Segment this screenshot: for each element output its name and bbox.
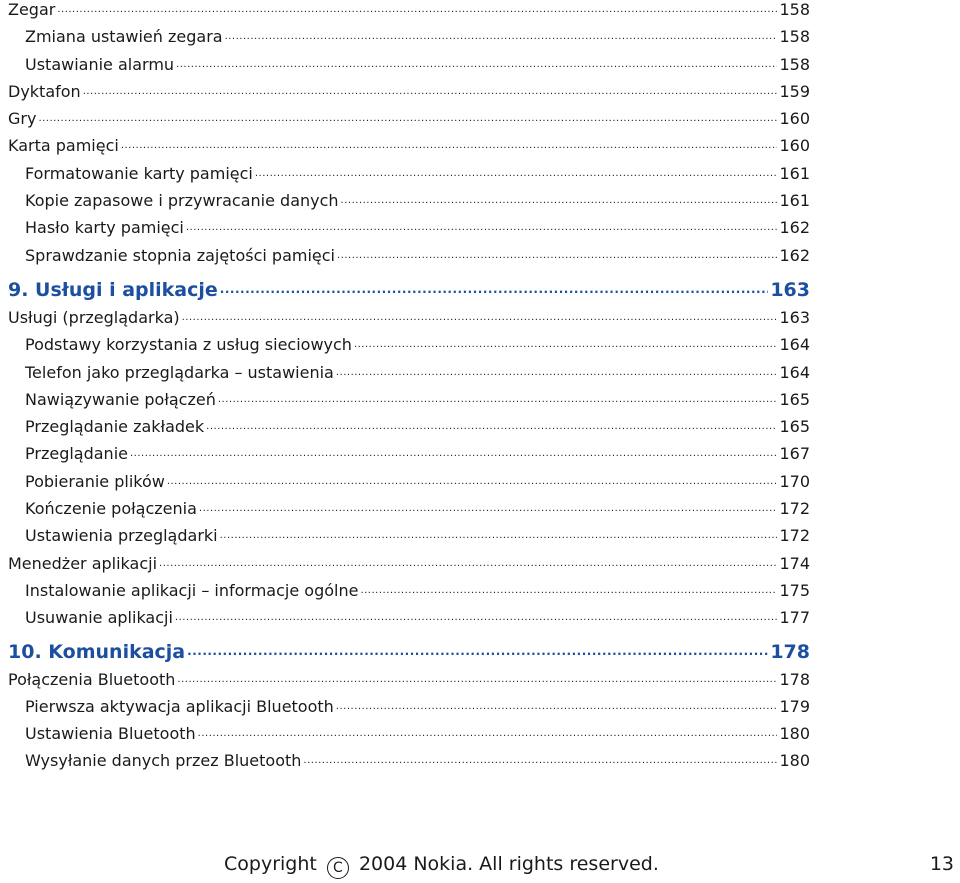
copyright-prefix: Copyright [224,853,317,875]
toc-entry[interactable] [8,444,810,471]
toc-entry-title: Kończenie połączenia [25,499,197,519]
toc-dot-leader [57,0,777,16]
toc-chapter-heading[interactable] [8,279,810,308]
copyright-suffix: 2004 Nokia. All rights reserved. [358,853,659,875]
toc-dot-leader [220,523,778,542]
toc-entry-page-number: 170 [779,471,810,491]
toc-entry-page-number: 163 [770,278,810,301]
toc-entry-title: Usługi (przeglądarka) [8,307,180,327]
toc-dot-leader [218,387,778,406]
toc-entry-title: Ustawianie alarmu [25,54,175,74]
toc-entry[interactable] [8,554,810,581]
toc-entry[interactable] [8,0,810,27]
toc-entry-title: Gry [8,109,37,129]
toc-entry-page-number: 165 [779,389,810,409]
toc-entry[interactable] [8,526,810,553]
toc-entry-page-number: 178 [770,640,810,663]
toc-entry[interactable] [8,751,810,778]
toc-entry-title: Karta pamięci [8,136,119,156]
toc-entry[interactable] [8,136,810,163]
toc-entry-page-number: 174 [779,553,810,573]
toc-entry-page-number: 158 [779,54,810,74]
toc-entry-page-number: 179 [779,696,810,716]
toc-entry-page-number: 175 [779,580,810,600]
toc-dot-leader [255,161,778,180]
toc-dot-leader [121,133,778,152]
toc-dot-leader [187,638,768,660]
toc-entry[interactable] [8,335,810,362]
toc-dot-leader [83,79,778,98]
toc-entry-page-number: 167 [779,444,810,464]
toc-entry-page-number: 177 [779,608,810,628]
toc-entry[interactable] [8,608,810,635]
toc-entry-page-number: 180 [779,751,810,771]
page-footer [0,849,960,883]
toc-entry-title: Podstawy korzystania z usług sieciowych [25,335,352,355]
page-number: 13 [929,853,954,875]
toc-entry[interactable] [8,724,810,751]
toc-entry-title: 9. Usługi i aplikacje [8,278,218,301]
toc-entry-title: Menedżer aplikacji [8,553,158,573]
toc-entry-page-number: 161 [779,163,810,183]
toc-entry-page-number: 158 [779,27,810,47]
toc-entry[interactable] [8,581,810,608]
toc-entry-page-number: 164 [779,362,810,382]
toc-entry[interactable] [8,164,810,191]
toc-entry[interactable] [8,191,810,218]
toc-dot-leader [130,441,777,460]
toc-entry-title: Zegar [8,0,56,19]
toc-entry-title: Usuwanie aplikacji [25,608,173,628]
toc-entry-page-number: 180 [779,724,810,744]
toc-dot-leader [182,305,778,324]
toc-dot-leader [354,332,778,351]
toc-dot-leader [341,188,778,207]
toc-entry-title: 10. Komunikacja [8,640,186,663]
toc-entry[interactable] [8,27,810,54]
toc-entry-page-number: 162 [779,218,810,238]
toc-dot-leader [198,721,778,740]
toc-entry[interactable] [8,390,810,417]
toc-entry-title: Instalowanie aplikacji – informacje ogólne [25,580,359,600]
toc-entry-page-number: 172 [779,526,810,546]
toc-entry-title: Wysyłanie danych przez Bluetooth [25,751,302,771]
toc-entry[interactable] [8,417,810,444]
toc-dot-leader [225,24,778,43]
toc-entry[interactable] [8,246,810,273]
toc-entry[interactable] [8,82,810,109]
copyright-notice [224,853,659,879]
toc-dot-leader [186,215,778,234]
toc-entry[interactable] [8,218,810,245]
toc-entry[interactable] [8,670,810,697]
copyright-icon: C [327,857,349,879]
toc-dot-leader [206,414,777,433]
table-of-contents [8,0,810,779]
toc-entry-title: Telefon jako przeglądarka – ustawienia [25,362,334,382]
toc-entry-page-number: 165 [779,417,810,437]
toc-entry-page-number: 160 [779,109,810,129]
toc-dot-leader [175,605,778,624]
toc-entry[interactable] [8,55,810,82]
toc-entry-title: Ustawienia Bluetooth [25,724,196,744]
toc-entry-page-number: 178 [779,669,810,689]
toc-dot-leader [38,106,777,125]
toc-dot-leader [159,551,777,570]
toc-entry-title: Nawiązywanie połączeń [25,389,216,409]
toc-chapter-heading[interactable] [8,641,810,670]
toc-entry[interactable] [8,109,810,136]
toc-entry-title: Zmiana ustawień zegara [25,27,223,47]
toc-dot-leader [337,243,777,262]
toc-entry-page-number: 159 [779,81,810,101]
toc-entry-page-number: 161 [779,191,810,211]
toc-entry-page-number: 160 [779,136,810,156]
toc-entry-title: Pierwsza aktywacja aplikacji Bluetooth [25,696,334,716]
toc-entry-page-number: 164 [779,335,810,355]
toc-entry-page-number: 158 [779,0,810,19]
toc-entry[interactable] [8,363,810,390]
toc-entry-title: Sprawdzanie stopnia zajętości pamięci [25,245,335,265]
toc-entry-title: Ustawienia przeglądarki [25,526,218,546]
toc-entry[interactable] [8,308,810,335]
toc-entry-title: Połączenia Bluetooth [8,669,176,689]
toc-dot-leader [336,360,778,379]
toc-entry[interactable] [8,697,810,724]
toc-dot-leader [177,667,777,686]
toc-dot-leader [336,694,778,713]
toc-dot-leader [360,578,777,597]
toc-entry-title: Przeglądanie [25,444,128,464]
toc-dot-leader [220,276,769,298]
toc-entry-page-number: 172 [779,499,810,519]
toc-entry-title: Formatowanie karty pamięci [25,163,253,183]
toc-entry-title: Dyktafon [8,81,81,101]
toc-dot-leader [176,52,777,71]
toc-entry-title: Hasło karty pamięci [25,218,184,238]
toc-entry-title: Pobieranie plików [25,471,165,491]
toc-entry[interactable] [8,499,810,526]
toc-entry-title: Kopie zapasowe i przywracanie danych [25,191,339,211]
toc-dot-leader [303,748,777,767]
toc-entry-title: Przeglądanie zakładek [25,417,205,437]
toc-entry[interactable] [8,472,810,499]
toc-dot-leader [167,469,778,488]
toc-dot-leader [199,496,778,515]
toc-entry-page-number: 162 [779,245,810,265]
toc-entry-page-number: 163 [779,307,810,327]
